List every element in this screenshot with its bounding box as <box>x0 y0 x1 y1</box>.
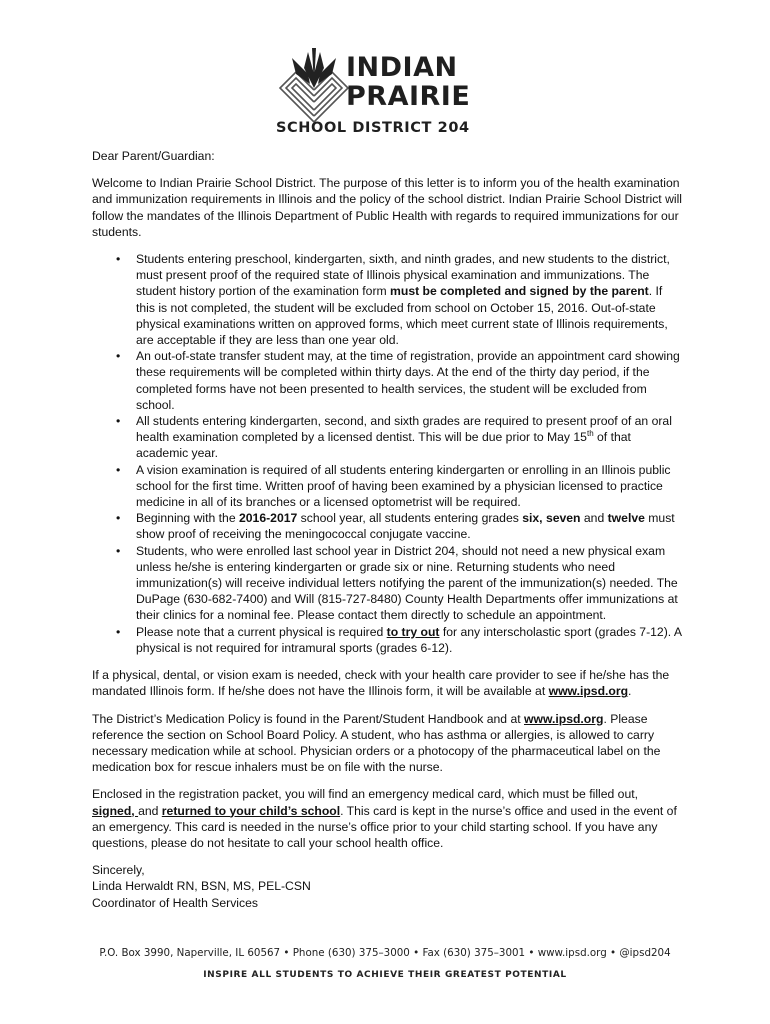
emphasis-text: must be completed and signed by the parent <box>390 284 649 299</box>
footer-contact-line: P.O. Box 3990, Naperville, IL 60567 • Phone (630) 375–3000 • Fax (630) 375–3001 • www.ipsd.org • @ipsd204 <box>99 947 671 959</box>
list-item: • An out-of-state transfer student may, at the time of registration, provide an appointment card showing these requirements will be completed within thirty days. At the end of the thirty day period, if the completed forms have not been presented to health services, the student will be excluded from school. <box>136 348 684 413</box>
medication-paragraph: The District’s Medication Policy is found in the Parent/Student Handbook and at www.ipsd.org. Please reference the section on School Board Policy. A student, who has asthma or allergies, is allowed to carry necessary medication while at school. Physician orders or a photocopy of the pharmaceutical label on the medication box for rescue inhalers must be on file with the nurse. <box>92 711 661 775</box>
list-item: • Please note that a current physical is required to try out for any interscholastic sport (grades 7-12). A physical is not required for intramural sports (grades 6-12). <box>136 624 684 656</box>
closing: Sincerely, <box>92 863 145 878</box>
list-item: • All students entering kindergarten, second, and sixth grades are required to present proof of an oral health examination completed by a licensed dentist. This will be due prior to May 15th of that academic year. <box>136 413 684 462</box>
greeting: Dear Parent/Guardian: <box>92 149 215 163</box>
list-item: • Beginning with the 2016-2017 school year, all students entering grades six, seven and twelve must show proof of receiving the meningococcal conjugate vaccine. <box>136 510 684 542</box>
emphasis-text: twelve <box>607 511 645 526</box>
signature-block <box>92 862 684 911</box>
signer-name: Linda Herwaldt RN, BSN, MS, PEL-CSN <box>92 879 311 894</box>
footer-motto: INSPIRE ALL STUDENTS TO ACHIEVE THEIR GREATEST POTENTIAL <box>203 970 567 980</box>
emphasis-text: to try out <box>386 624 440 639</box>
emphasis-text: six, seven <box>522 511 581 526</box>
list-item: • Students entering preschool, kindergarten, sixth, and ninth grades, and new students to the district, must present proof of the required state of Illinois physical examination and immunizations. The student history portion of the examination form must be completed and signed by the parent. If this is not completed, the student will be excluded from school on October 15, 2016. Out-of-state physical examinations written on approved forms, which meet current state of Illinois requirements, are acceptable if they are less than one year old. <box>136 251 684 348</box>
letter-body <box>92 148 684 911</box>
district-website-link[interactable]: www.ipsd.org <box>524 711 604 726</box>
emphasis-text: 2016-2017 <box>239 511 298 526</box>
exam-paragraph: If a physical, dental, or vision exam is needed, check with your health care provider to see if he/she has the mandated Illinois form. If he/she does not have the Illinois form, it will be available at www.ipsd.org. <box>92 668 670 699</box>
signer-title: Coordinator of Health Services <box>92 895 258 910</box>
intro-paragraph: Welcome to Indian Prairie School District. The purpose of this letter is to inform you of the health examination and immunization requirements in Illinois and the policy of the school district. Indian Prairie School District will follow the mandates of the Illinois Department of Public Health with regards to required immunizations for our students. <box>92 176 683 239</box>
district-logo <box>270 42 500 142</box>
district-website-link[interactable]: www.ipsd.org <box>548 684 629 699</box>
list-item: • Students, who were enrolled last school year in District 204, should not need a new physical exam unless he/she is entering kindergarten or grade six or nine. Returning students who need immunization(s) will receive individual letters notifying the parent of the immunization(s) needed. The DuPage (630-682-7400) and Will (815-727-8480) County Health Departments offer immunizations at their clinics for a nominal fee. Please contact them directly to schedule an appointment. <box>136 543 684 624</box>
logo-text-prairie: PRAIRIE <box>346 81 471 112</box>
emergency-card-paragraph: Enclosed in the registration packet, you will find an emergency medical card, which must be filled out, signed, and returned to your child’s school. This card is kept in the nurse’s office and used in the event of an emergency. This card is needed in the nurse’s office prior to your child starting school. If you have any questions, please do not hesitate to call your school health office. <box>92 787 677 850</box>
logo-text-indian: INDIAN <box>346 52 458 83</box>
list-item: • A vision examination is required of all students entering kindergarten or enrolling in an Illinois public school for the first time. Written proof of having been examined by a physician licensed to practice medicine in all of its branches or a licensed optometrist will be required. <box>136 462 684 511</box>
prairie-grass-logo-icon <box>274 44 354 124</box>
requirements-list <box>92 251 684 656</box>
emphasis-text: signed, <box>92 803 139 818</box>
logo-text-district: SCHOOL DISTRICT 204 <box>276 120 470 136</box>
emphasis-text: returned to your child’s school <box>161 803 341 818</box>
